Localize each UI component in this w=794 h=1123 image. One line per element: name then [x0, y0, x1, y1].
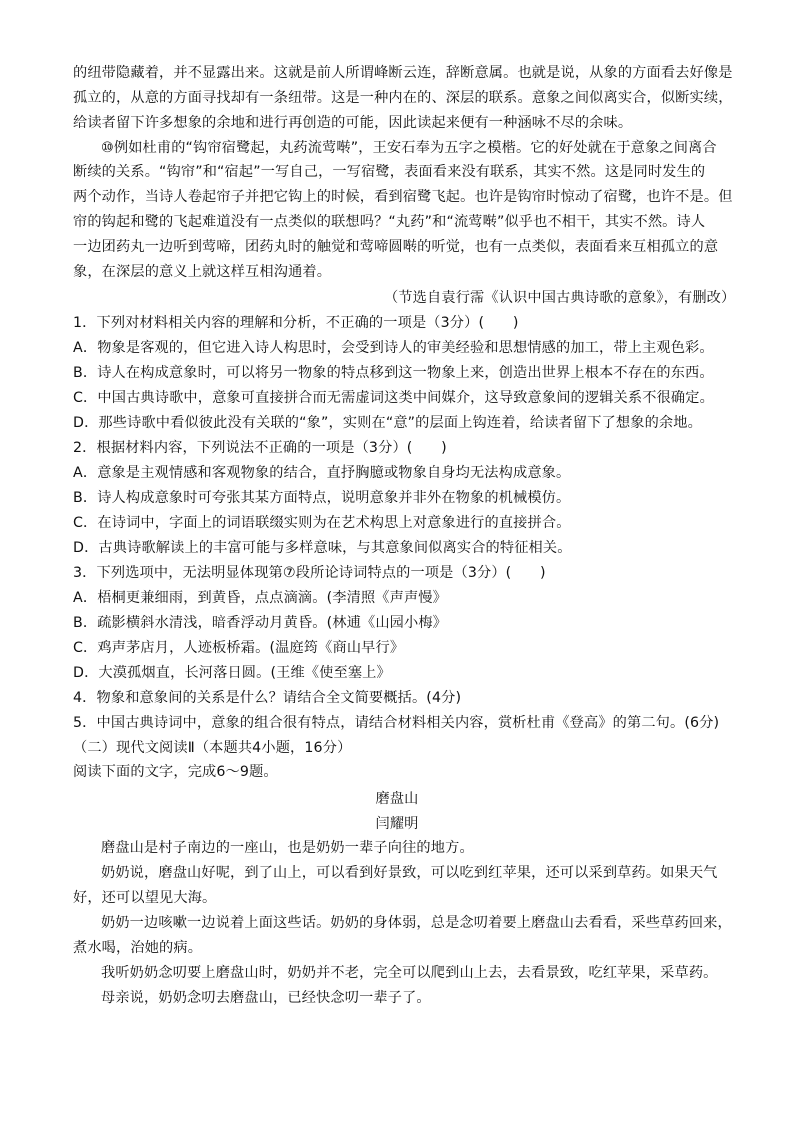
question-2-option-d: D．古典诗歌解读上的丰富可能与多样意味，与其意象间似离实合的特征相关。 [73, 540, 572, 556]
text-line: 给读者留下许多想象的余地和进行再创造的可能，因此读起来便有一种涵咏不尽的余味。 [73, 115, 633, 131]
paragraph-ten-line: 两个动作，当诗人卷起帘子并把它钩上的时候，看到宿鹭飞起。也许是钩帘时惊动了宿鹭，也许不是。但 [73, 189, 733, 205]
story-author: 闫耀明 [375, 816, 419, 832]
question-1-stem: 1．下列对材料相关内容的理解和分析，不正确的一项是（3分）( ) [73, 315, 519, 331]
paragraph-ten-line: 象，在深层的意义上就这样互相沟通着。 [73, 264, 332, 280]
question-3-option-c: C．鸡声茅店月，人迹板桥霜。(温庭筠《商山早行》 [73, 640, 405, 656]
question-1-option-d: D．那些诗歌中看似彼此没有关联的“象”，实则在“意”的层面上钩连着，给读者留下了想象的余地。 [73, 415, 702, 431]
question-4: 4．物象和意象间的关系是什么？请结合全文简要概括。(4分) [73, 690, 462, 706]
question-3-option-b: B．疏影横斜水清浅，暗香浮动月黄昏。(林逋《山园小梅》 [73, 615, 448, 631]
story-line: 煮水喝，治她的病。 [73, 940, 203, 956]
story-title: 磨盘山 [375, 791, 419, 807]
text-line: 的纽带隐藏着，并不显露出来。这就是前人所谓峰断云连，辞断意属。也就是说，从象的方面看去好像是 [73, 65, 733, 81]
paragraph-ten-line: 一边团药丸一边听到莺啼，团药丸时的触觉和莺啼圆啭的听觉，也有一点类似，表面看来互相孤立的意 [73, 239, 719, 255]
paragraph-ten-line: 帘的钩起和鹭的飞起难道没有一点类似的联想吗？“丸药”和“流莺啭”似乎也不相干，其实不然。诗人 [73, 214, 706, 230]
story-line: 好，还可以望见大海。 [73, 890, 217, 906]
paragraph-ten-line: ⑩例如杜甫的“钩帘宿鹭起，丸药流莺啭”，王安石奉为五字之模楷。它的好处就在于意象之间离合 [101, 140, 717, 156]
story-line: 我听奶奶念叨要上磨盘山时，奶奶并不老，完全可以爬到山上去，去看景致，吃红苹果，采草药。 [101, 965, 718, 981]
question-1-option-c: C．中国古典诗歌中，意象可直接拼合而无需虚词这类中间媒介，这导致意象间的逻辑关系不很确定。 [73, 390, 714, 406]
source-note: （节选自袁行霈《认识中国古典诗歌的意象》，有删改） [384, 290, 736, 306]
question-5: 5．中国古典诗词中，意象的组合很有特点，请结合材料相关内容，赏析杜甫《登高》的第二句。(6分) [73, 715, 720, 731]
question-3-option-a: A．梧桐更兼细雨，到黄昏，点点滴滴。(李清照《声声慢》 [73, 590, 447, 606]
story-line: 磨盘山是村子南边的一座山，也是奶奶一辈子向往的地方。 [101, 840, 474, 856]
question-3-stem: 3．下列选项中，无法明显体现第⑦段所论诗词特点的一项是（3分）( ) [73, 565, 546, 581]
section-two-heading: （二）现代文阅读Ⅱ（本题共4小题，16分） [73, 740, 352, 756]
story-line: 母亲说，奶奶念叨去磨盘山，已经快念叨一辈子了。 [101, 990, 431, 1006]
question-1-option-b: B．诗人在构成意象时，可以将另一物象的特点移到这一物象上来，创造出世界上根本不存在的东西。 [73, 365, 714, 381]
story-line: 奶奶说，磨盘山好呢，到了山上，可以看到好景致，可以吃到红苹果，还可以采到草药。如果天气 [101, 865, 718, 881]
paragraph-ten-line: 断续的关系。“钩帘”和“宿起”一写自己，一写宿鹭，表面看来没有联系，其实不然。这是同时发生的 [73, 164, 706, 180]
question-2-option-b: B．诗人构成意象时可夸张其某方面特点，说明意象并非外在物象的机械模仿。 [73, 490, 571, 506]
section-two-instruction: 阅读下面的文字，完成6～9题。 [73, 764, 278, 780]
question-3-option-d: D．大漠孤烟直，长河落日圆。(王维《使至塞上》 [73, 665, 391, 681]
question-2-option-a: A．意象是主观情感和客观物象的结合，直抒胸臆或物象自身均无法构成意象。 [73, 465, 571, 481]
question-2-stem: 2．根据材料内容，下列说法不正确的一项是（3分）( ) [73, 440, 447, 456]
text-line: 孤立的，从意的方面寻找却有一条纽带。这是一种内在的、深层的联系。意象之间似离实合，似断实续， [73, 90, 733, 106]
question-1-option-a: A．物象是客观的，但它进入诗人构思时，会受到诗人的审美经验和思想情感的加工，带上主观色彩。 [73, 340, 714, 356]
story-line: 奶奶一边咳嗽一边说着上面这些话。奶奶的身体弱，总是念叨着要上磨盘山去看看，采些草药回来， [101, 915, 732, 931]
question-2-option-c: C．在诗词中，字面上的词语联缀实则为在艺术构思上对意象进行的直接拼合。 [73, 515, 571, 531]
